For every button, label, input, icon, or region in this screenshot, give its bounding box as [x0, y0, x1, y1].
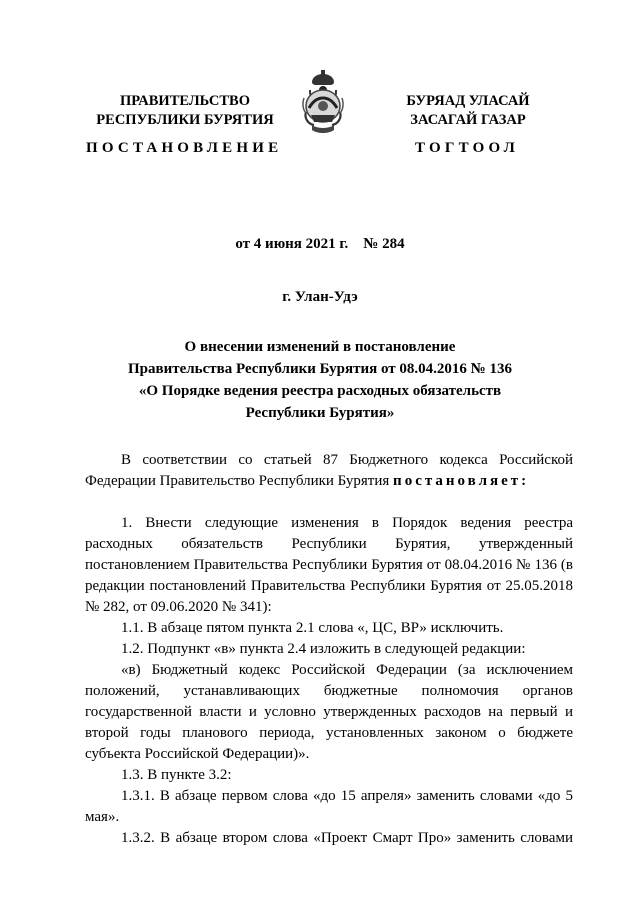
item-1-2: 1.2. Подпункт «в» пункта 2.4 изложить в следующей редакции:	[121, 641, 526, 657]
decree-word: постановляет:	[393, 473, 530, 489]
item-1: 1. Внести следующие изменения в Порядок ведения реестра расходных обязательств Республики Бурятия, утвержденный постановлением Правительства Республики Бурятия от 08.04.2016 № 136 (в редакции постановлений Правительства Республики Бурятия от 25.05.2018 № 282, от 09.06.2020 № 341):	[85, 515, 573, 615]
preamble-text: В соответствии со статьей 87 Бюджетного кодекса Российской Федерации Правительство Республики Бурятия	[85, 452, 573, 489]
doc-type-russian: ПОСТАНОВЛЕНИЕ	[86, 140, 283, 156]
title-line1: О внесении изменений в постановление	[184, 339, 456, 355]
document-title	[70, 336, 570, 424]
government-name-line2: РЕСПУБЛИКИ БУРЯТИЯ	[96, 112, 274, 128]
title-line4: Республики Бурятия»	[245, 405, 395, 421]
item-1-3: 1.3. В пункте 3.2:	[121, 767, 232, 783]
item-1-3-1: 1.3.1. В абзаце первом слова «до 15 апреля» заменить словами «до 5 мая».	[85, 788, 573, 825]
main-text	[85, 513, 573, 849]
government-name-buryat-line1: БУРЯАД УЛАСАЙ	[406, 93, 530, 109]
item-1-1: 1.1. В абзаце пятом пункта 2.1 слова «, ЦС, ВР» исключить.	[121, 620, 504, 636]
coat-of-arms-icon	[296, 68, 350, 154]
doc-type-buryat: ТОГТООЛ	[415, 140, 519, 156]
date-and-number: от 4 июня 2021 г. № 284	[235, 236, 405, 252]
government-name-buryat	[368, 92, 568, 130]
government-name-russian	[70, 92, 300, 130]
preamble-paragraph	[85, 450, 573, 492]
preamble	[85, 450, 573, 492]
city: г. Улан-Удэ	[282, 289, 358, 305]
title-line3: «О Порядке ведения реестра расходных обязательств	[138, 383, 502, 399]
government-name-line1: ПРАВИТЕЛЬСТВО	[120, 93, 250, 109]
title-line2: Правительства Республики Бурятия от 08.04.2016 № 136	[127, 361, 512, 377]
item-1-2-text: «в) Бюджетный кодекс Российской Федерации (за исключением положений, устанавливающих бюджетные полномочия органов государственной власти и условно утвержденных расходов на первый и второй годы планового периода, установленных законом о бюджете субъекта Российской Федерации)».	[85, 662, 573, 762]
item-1-3-2: 1.3.2. В абзаце втором слова «Проект Смарт Про» заменить словами	[121, 830, 573, 846]
government-name-buryat-line2: ЗАСАГАЙ ГАЗАР	[410, 112, 526, 128]
